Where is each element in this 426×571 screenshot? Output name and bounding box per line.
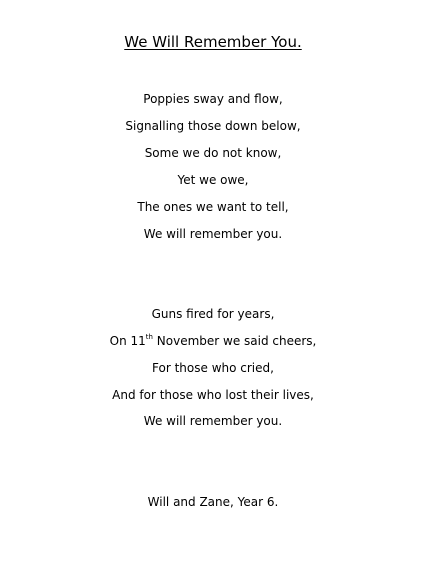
poem-authors: Will and Zane, Year 6. bbox=[147, 495, 279, 509]
poem-line-suffix: November we said cheers, bbox=[152, 334, 317, 348]
poem-line: And for those who lost their lives, bbox=[112, 388, 314, 402]
poem-line-prefix: On 11 bbox=[109, 334, 146, 348]
ordinal-suffix: th bbox=[145, 333, 153, 341]
poem-line: We will remember you. bbox=[143, 227, 283, 241]
poem-line: The ones we want to tell, bbox=[137, 200, 289, 214]
poem-line: We will remember you. bbox=[143, 414, 283, 428]
poem-title: We Will Remember You. bbox=[124, 33, 302, 51]
poem-line: For those who cried, bbox=[152, 361, 274, 375]
poem-line: Signalling those down below, bbox=[125, 119, 301, 133]
poem-line: Yet we owe, bbox=[177, 173, 249, 187]
poem-line: Guns fired for years, bbox=[151, 307, 275, 321]
poem-line: Poppies sway and flow, bbox=[143, 92, 283, 106]
poem-line bbox=[0, 333, 426, 349]
poem-line: Some we do not know, bbox=[144, 146, 282, 160]
